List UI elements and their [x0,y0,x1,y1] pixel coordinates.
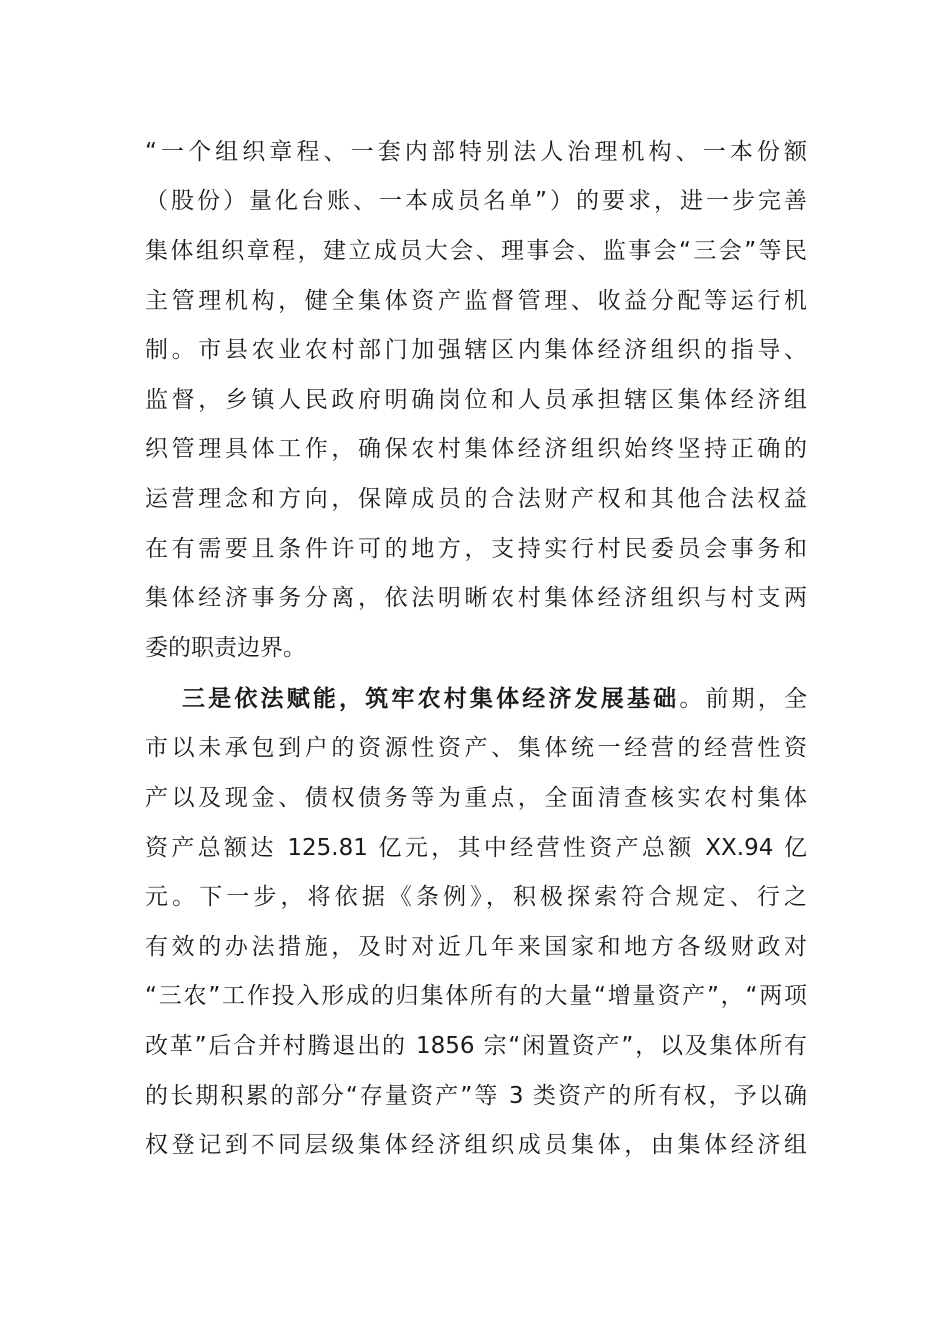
paragraph-1-line-11: 委的职责边界。 [145,635,306,661]
paragraph-1-line-9: 在有需要且条件许可的地方，支持实行村民委员会事务和 [145,536,807,562]
paragraph-2-line-6: 有效的办法措施，及时对近几年来国家和地方各级财政对 [145,934,807,960]
paragraph-2-heading: 三是依法赋能，筑牢农村集体经济发展基础 [182,686,680,712]
paragraph-2-line-8: 改革”后合并村腾退出的 1856 宗“闲置资产”，以及集体所有 [145,1033,807,1059]
paragraph-2-line-4: 资产总额达 125.81 亿元，其中经营性资产总额 XX.94 亿 [145,835,807,861]
paragraph-2-line-3: 产以及现金、债权债务等为重点，全面清查核实农村集体 [145,785,807,811]
paragraph-1-line-4: 主管理机构，健全集体资产监督管理、收益分配等运行机 [145,288,807,314]
paragraph-2-line-1-rest: 。前期，全 [679,686,807,712]
paragraph-1-line-2: （股份）量化台账、一本成员名单”）的要求，进一步完善 [145,188,807,214]
paragraph-2-line-7: “三农”工作投入形成的归集体所有的大量“增量资产”，“两项 [145,983,807,1009]
paragraph-1-line-10: 集体经济事务分离，依法明晰农村集体经济组织与村支两 [145,585,807,611]
paragraph-1-line-7: 织管理具体工作，确保农村集体经济组织始终坚持正确的 [145,436,807,462]
paragraph-1-line-1: “一个组织章程、一套内部特别法人治理机构、一本份额 [145,139,807,165]
paragraph-1-line-6: 监督，乡镇人民政府明确岗位和人员承担辖区集体经济组 [145,387,807,413]
paragraph-1-line-5: 制。市县农业农村部门加强辖区内集体经济组织的指导、 [145,337,807,363]
paragraph-2-line-10: 权登记到不同层级集体经济组织成员集体，由集体经济组 [145,1132,807,1158]
paragraph-1-line-8: 运营理念和方向，保障成员的合法财产权和其他合法权益 [145,486,807,512]
paragraph-2-line-5: 元。下一步，将依据《条例》，积极探索符合规定、行之 [145,884,807,910]
paragraph-2-line-2: 市以未承包到户的资源性资产、集体统一经营的经营性资 [145,735,807,761]
paragraph-1-line-3: 集体组织章程，建立成员大会、理事会、监事会“三会”等民 [145,238,807,264]
paragraph-2-line-9: 的长期积累的部分“存量资产”等 3 类资产的所有权，予以确 [145,1083,807,1109]
paragraph-2-line-1 [182,674,807,724]
